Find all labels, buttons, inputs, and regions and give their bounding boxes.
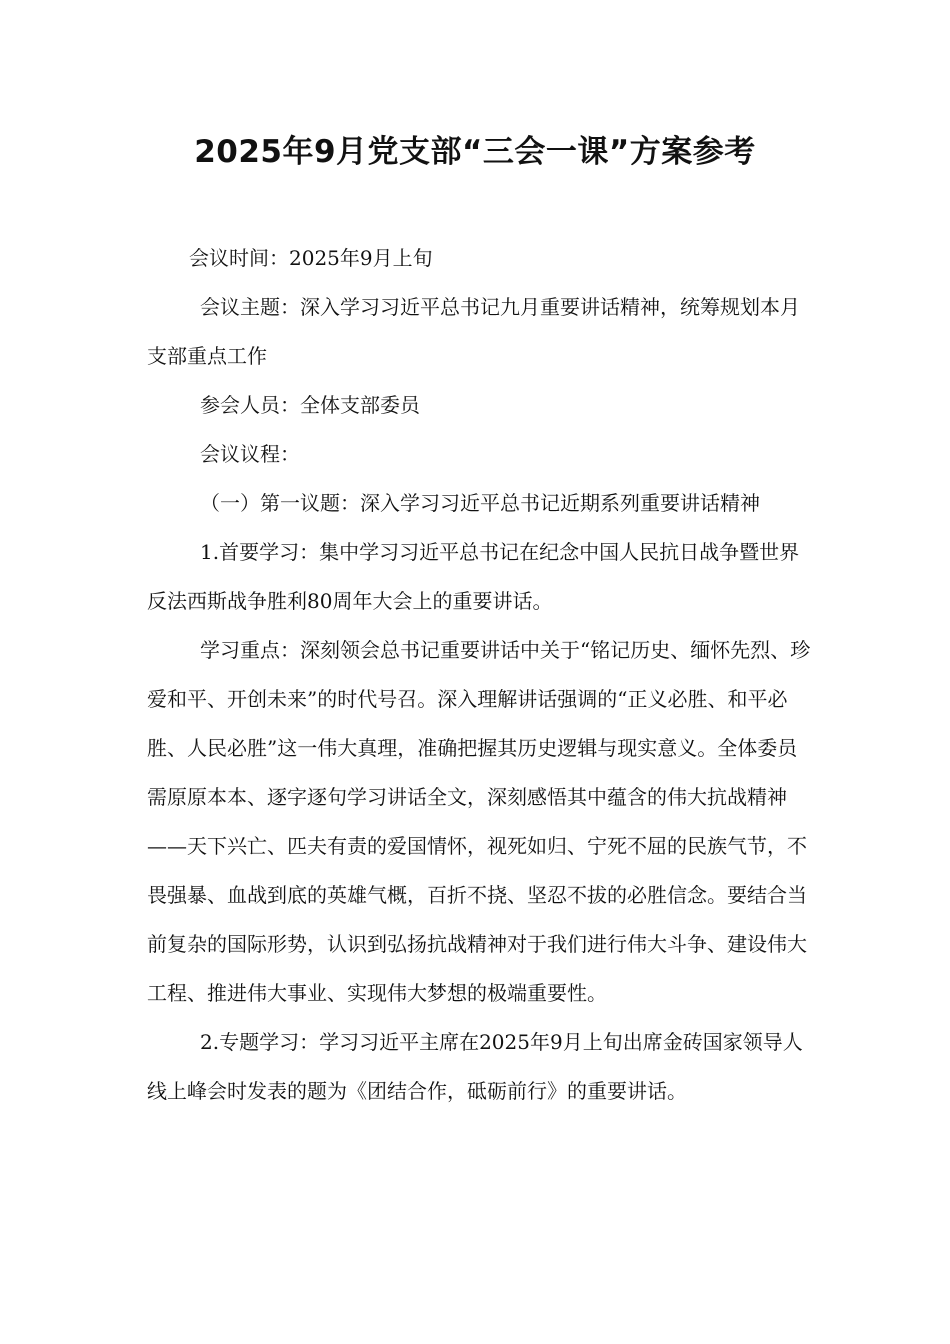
paragraph-agenda-item-1: （一）第一议题：深入学习习近平总书记近期系列重要讲话精神: [200, 491, 760, 515]
paragraph-meeting-theme: 会议主题：深入学习习近平总书记九月重要讲话精神，统筹规划本月支部重点工作: [147, 295, 800, 368]
paragraph-meeting-time: 会议时间：2025年9月上旬: [189, 246, 433, 270]
paragraph-primary-study: 1.首要学习：集中学习习近平总书记在纪念中国人民抗日战争暨世界反法西斯战争胜利80周年大会上的重要讲话。: [147, 540, 800, 613]
document-title: 2025年9月党支部“三会一课”方案参考: [194, 134, 756, 170]
paragraph-agenda-heading: 会议议程：: [200, 442, 300, 466]
paragraph-study-focus: 学习重点：深刻领会总书记重要讲话中关于“铭记历史、缅怀先烈、珍爱和平、开创未来”的时代号召。深入理解讲话强调的“正义必胜、和平必胜、人民必胜”这一伟大真理，准确把握其历史逻辑与现实意义。全体委员需原原本本、逐字逐句学习讲话全文，深刻感悟其中蕴含的伟大抗战精神——天下兴亡、匹夫有责的爱国情怀，视死如归、宁死不屈的民族气节，不畏强暴、血战到底的英雄气概，百折不挠、坚忍不拔的必胜信念。要结合当前复杂的国际形势，认识到弘扬抗战精神对于我们进行伟大斗争、建设伟大工程、推进伟大事业、实现伟大梦想的极端重要性。: [147, 638, 811, 1005]
paragraph-attendees: 参会人员：全体支部委员: [200, 393, 420, 417]
document-body: [147, 234, 811, 1116]
paragraph-special-study: 2.专题学习：学习习近平主席在2025年9月上旬出席金砖国家领导人线上峰会时发表的题为《团结合作，砥砺前行》的重要讲话。: [147, 1030, 803, 1103]
